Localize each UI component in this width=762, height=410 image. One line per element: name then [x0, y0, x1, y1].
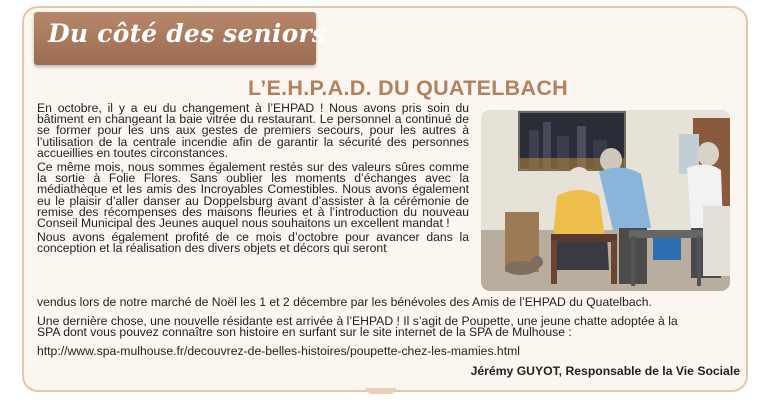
paragraph-3-start: Nous avons également profité de ce mois d’octobre pour avancer dans la conception et la réalisation des divers objets et décors qui seront: [37, 230, 469, 256]
article-column: [37, 103, 469, 255]
paragraph-4-line-2: SPA dont vous pouvez connaître son histoire en surfant sur le site internet de la SPA de Mulhouse :: [37, 325, 572, 339]
photo-seniors-with-cat: [481, 110, 730, 291]
page-tab-decoration: [366, 388, 396, 394]
paragraph-1: En octobre, il y a eu du changement à l’EHPAD ! Nous avons pris soin du bâtiment en changeant la baie vitrée du restaurant. Le personnel a continué de se former pour les uns aux gestes de premiers secours, pour les autres à l’utilisation de la centrale incendie afin de garantir la sécurité des personnes accueillies en toutes circonstances.: [37, 101, 469, 160]
paragraph-2: Ce même mois, nous sommes également restés sur des valeurs sûres comme la sortie à Folie Flores. Sans oublier les moments d’échanges avec la médiathèque et les amis des Incroyables Comestibles. Nous avons également eu le plaisir d’aller danser au Doppelsburg avant d’assister à la cérémonie de remise des récompenses des maisons fleuries et à l’introduction du nouveau Conseil Municipal des Jeunes auquel nous souhaitons un excellent mandat !: [37, 160, 469, 231]
section-banner: [34, 12, 327, 65]
article-title: L’E.H.P.A.D. DU QUATELBACH: [248, 76, 568, 100]
spa-link[interactable]: http://www.spa-mulhouse.fr/decouvrez-de-belles-histoires/poupette-chez-les-mamies.html: [37, 344, 520, 358]
paragraph-3-end: vendus lors de notre marché de Noël les 1 et 2 décembre par les bénévoles des Amis de l’EHPAD du Quatelbach.: [37, 295, 652, 309]
section-banner-title: Du côté des seniors: [48, 19, 327, 48]
paragraph-4-line-1: Une dernière chose, une nouvelle résidante est arrivée à l’EHPAD ! Il s’agit de Poupette, une jeune chatte adoptée à la: [37, 314, 678, 328]
signature: Jérémy GUYOT, Responsable de la Vie Sociale: [470, 364, 740, 378]
